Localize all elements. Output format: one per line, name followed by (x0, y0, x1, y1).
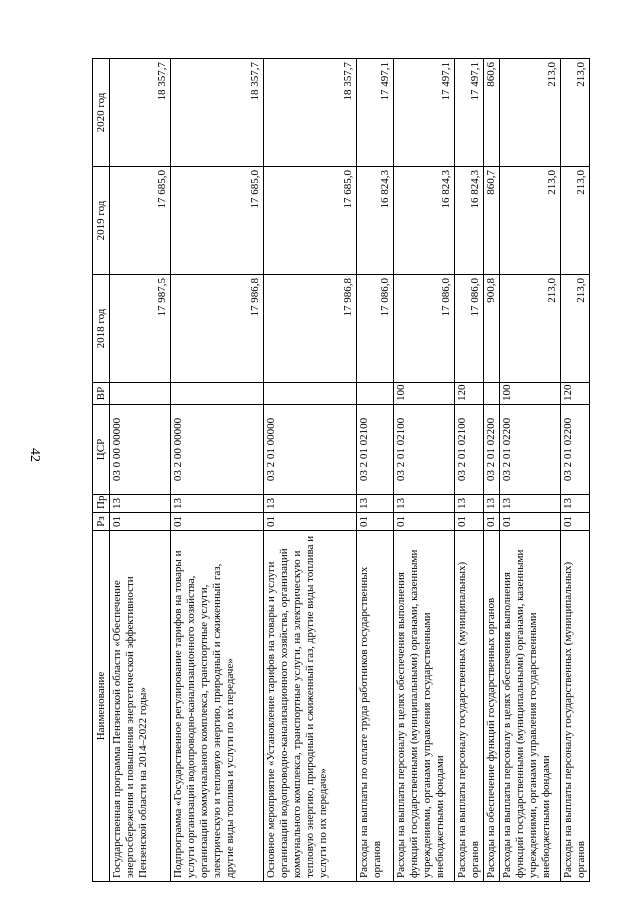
table-row (500, 59, 561, 882)
table-row (264, 59, 357, 882)
cell-2018: 17 987,5 (110, 275, 171, 383)
cell-2020: 17 497,1 (455, 59, 484, 167)
cell-csr: 03 2 01 02200 (500, 405, 561, 495)
cell-name: Расходы на обеспечение функций государственных органов (484, 531, 500, 882)
cell-2018: 17 986,8 (171, 275, 264, 383)
cell-rz: 01 (561, 513, 590, 531)
cell-2019: 17 685,0 (110, 167, 171, 275)
header-vr: ВР (93, 383, 110, 405)
cell-csr: 03 2 01 02100 (455, 405, 484, 495)
cell-2018: 17 086,0 (455, 275, 484, 383)
cell-2020: 17 497,1 (394, 59, 455, 167)
cell-name: Расходы на выплаты персоналу в целях обеспечения выполнения функций государственными (муниципальными) органами, казенными учреждениями, органами управления государственными внебюджетными фондами (500, 531, 561, 882)
cell-2020: 213,0 (500, 59, 561, 167)
table-row (357, 59, 394, 882)
cell-2018: 17 986,8 (264, 275, 357, 383)
table-row (110, 59, 171, 882)
cell-2020: 860,6 (484, 59, 500, 167)
cell-2019: 17 685,0 (171, 167, 264, 275)
cell-2020: 213,0 (561, 59, 590, 167)
cell-pr: 13 (561, 495, 590, 513)
cell-rz: 01 (484, 513, 500, 531)
cell-name: Расходы на выплаты персоналу в целях обеспечения выполнения функций государственными (муниципальными) органами, казенными учреждениями, органами управления государственными внебюджетными фондами (394, 531, 455, 882)
cell-pr: 13 (500, 495, 561, 513)
cell-2019: 213,0 (561, 167, 590, 275)
cell-vr (484, 383, 500, 405)
cell-csr: 03 2 01 02200 (561, 405, 590, 495)
cell-name: Государственная программа Пензенской области «Обеспечение энергосбережения и повышения энергетической эффективности Пензенской области на 2014–2022 годы» (110, 531, 171, 882)
cell-vr (264, 383, 357, 405)
cell-csr: 03 2 01 02200 (484, 405, 500, 495)
header-name: Наименование (93, 531, 110, 882)
cell-vr (171, 383, 264, 405)
cell-vr: 120 (455, 383, 484, 405)
cell-csr: 03 2 00 00000 (171, 405, 264, 495)
table-row (171, 59, 264, 882)
cell-name: Подпрограмма «Государственное регулирование тарифов на товары и услуги организаций водопроводно-канализационного хозяйства, организаций коммунального комплекса, транспортные услуги, электрическую и тепловую энергию, природный и сжиженный газ, другие виды топлива и услуги по их передаче» (171, 531, 264, 882)
header-rz: Рз (93, 513, 110, 531)
table-row (484, 59, 500, 882)
cell-rz: 01 (110, 513, 171, 531)
cell-rz: 01 (455, 513, 484, 531)
header-2019: 2019 год (93, 167, 110, 275)
cell-2020: 17 497,1 (357, 59, 394, 167)
cell-rz: 01 (394, 513, 455, 531)
cell-2019: 213,0 (500, 167, 561, 275)
cell-rz: 01 (264, 513, 357, 531)
cell-pr: 13 (484, 495, 500, 513)
cell-vr (357, 383, 394, 405)
cell-2018: 900,8 (484, 275, 500, 383)
cell-vr (110, 383, 171, 405)
header-csr: ЦСР (93, 405, 110, 495)
cell-csr: 03 2 01 02100 (394, 405, 455, 495)
cell-2020: 18 357,7 (110, 59, 171, 167)
cell-2020: 18 357,7 (264, 59, 357, 167)
cell-name: Расходы на выплаты персоналу государственных (муниципальных) органов (455, 531, 484, 882)
header-2020: 2020 год (93, 59, 110, 167)
cell-csr: 03 2 01 00000 (264, 405, 357, 495)
cell-csr: 03 2 01 02100 (357, 405, 394, 495)
cell-vr: 120 (561, 383, 590, 405)
cell-vr: 100 (500, 383, 561, 405)
cell-2018: 213,0 (561, 275, 590, 383)
cell-rz: 01 (357, 513, 394, 531)
table-row (561, 59, 590, 882)
table-row (394, 59, 455, 882)
cell-2019: 16 824,3 (394, 167, 455, 275)
cell-2018: 17 086,0 (357, 275, 394, 383)
cell-pr: 13 (264, 495, 357, 513)
cell-2018: 213,0 (500, 275, 561, 383)
cell-pr: 13 (357, 495, 394, 513)
cell-pr: 13 (171, 495, 264, 513)
budget-table (92, 58, 590, 882)
header-2018: 2018 год (93, 275, 110, 383)
rotated-sheet (92, 59, 587, 882)
cell-2019: 17 685,0 (264, 167, 357, 275)
cell-2019: 16 824,3 (357, 167, 394, 275)
cell-pr: 13 (455, 495, 484, 513)
page-number: 42 (27, 448, 42, 462)
cell-name: Расходы на выплаты персоналу государственных (муниципальных) органов (561, 531, 590, 882)
table-row (455, 59, 484, 882)
cell-vr: 100 (394, 383, 455, 405)
cell-csr: 03 0 00 00000 (110, 405, 171, 495)
header-row (93, 59, 110, 882)
table-body (110, 59, 590, 882)
cell-2018: 17 086,0 (394, 275, 455, 383)
cell-rz: 01 (500, 513, 561, 531)
header-pr: Пр (93, 495, 110, 513)
cell-name: Основное мероприятие «Установление тарифов на товары и услуги организаций водопроводно-канализационного хозяйства, организаций коммунального комплекса, транспортные услуги, на электрическую и тепловую энергию, природный и сжиженный газ, другие виды топлива и услуги по их передаче» (264, 531, 357, 882)
cell-2019: 16 824,3 (455, 167, 484, 275)
cell-2020: 18 357,7 (171, 59, 264, 167)
cell-2019: 860,7 (484, 167, 500, 275)
cell-pr: 13 (394, 495, 455, 513)
cell-pr: 13 (110, 495, 171, 513)
cell-name: Расходы на выплаты по оплате труда работников государственных органов (357, 531, 394, 882)
cell-rz: 01 (171, 513, 264, 531)
